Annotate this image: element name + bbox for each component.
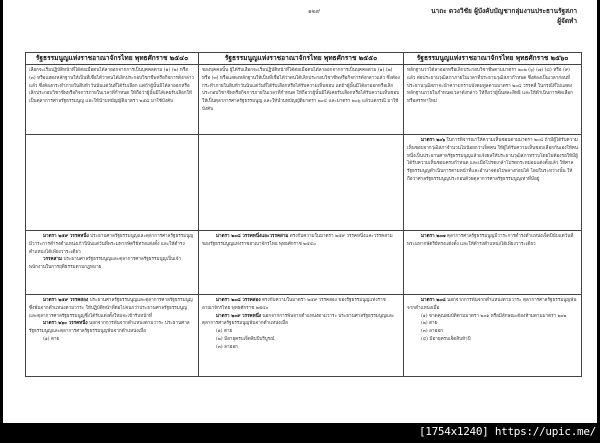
paragraph bbox=[29, 233, 195, 256]
section-label: มาตรา ๒๐๘ วรรคสอง bbox=[216, 298, 261, 303]
table-cell bbox=[26, 231, 199, 295]
list-item: (๑) ขาดคุณสมบัติตามมาตรา ๒๐๑ หรือมีลักษณะต้องห้ามตามมาตรา ๒๐๒ bbox=[421, 313, 567, 319]
table-cell bbox=[199, 295, 404, 377]
table-cell bbox=[199, 65, 404, 135]
column-header-2560: รัฐธรรมนูญแห่งราชอาณาจักรไทย พุทธศักราช ๒๕๖๐ bbox=[404, 53, 582, 65]
section-label: มาตรา ๒๐๙ วรรคหนึ่ง bbox=[216, 313, 262, 319]
paragraph-text: ในการพิจารณาให้ความเห็นชอบตามมาตรา ๒๐๔ ถ้ามีผู้ได้รับความเห็นชอบจากวุฒิสภาจำนวนไม่น้อยกว่าเจ็ดคน ให้ผู้ได้รับความเห็นชอบเลือกกันเองให้คนหนึ่งเป็นประธานศาลรัฐธรรมนูญแล้วแจ้งผลให้ประธานวุฒิสภาทราบโดยไม่ต้องรอให้มีผู้ได้รับความเห็นชอบครบกำหนด และเมื่อโปรดเกล้าโปรดกระหม่อมแต่งตั้งแล้ว ให้ศาลรัฐธรรมนูญดำเนินการตามหน้าที่และอำนาจต่อไปพลางก่อนได้ โดยในระหว่างนั้น ให้ถือว่าศาลรัฐธรรมนูญประกอบด้วยตุลาการศาลรัฐธรรมนูญเท่าที่มีอยู่ bbox=[407, 138, 578, 182]
section-label: มาตรา ๒๕๙ วรรคหนึ่ง bbox=[43, 234, 89, 239]
table-row bbox=[26, 135, 582, 231]
paragraph-text: นอกจากการพ้นจากตำแหน่งตามวาระ ประธานศาลรัฐธรรมนูญและตุลาการศาลรัฐธรรมนูญพ้นจากตำแหน่งเมื่อ bbox=[202, 313, 395, 327]
paragraph-text: ตรงกับความในมาตรา ๒๕๙ วรรคสอง ของรัฐธรรมนูญแห่งราชอาณาจักรไทย พุทธศักราช ๒๕๔๐ bbox=[202, 298, 386, 311]
section-label: มาตรา ๒๐๗ bbox=[421, 234, 446, 239]
paragraph-text: ตุลาการศาลรัฐธรรมนูญมีวาระการดำรงตำแหน่งเจ็ดปีนับแต่วันที่พระมหากษัตริย์ทรงแต่งตั้ง และให้ดำรงตำแหน่งได้เพียงวาระเดียว bbox=[407, 234, 574, 247]
table-row bbox=[26, 65, 582, 135]
paragraph-text: หลักฐานว่าได้ลาออกหรือเลิกประกอบวิชาชีพตามมาตรา ๒๐๒ (๖) (๗) (๘) หรือ (๙) แล้ว ต่อประธานวุฒิสภาภายในเวลาที่ประธานวุฒิสภากำหนด ซึ่งต้องเป็นเวลาก่อนที่ประธานวุฒิสภาจะนำความกราบบังคมทูลตามมาตรา ๒๐๔ วรรคสี่ ในกรณีที่ไม่แสดงหลักฐานภายในกำหนดเวลาดังกล่าว ให้ถือว่าผู้นั้นสละสิทธิ และให้ดำเนินการคัดเลือกหรือสรรหาใหม่ bbox=[407, 68, 573, 105]
paragraph bbox=[407, 297, 578, 313]
paragraph-text: นอกจากการพ้นจากตำแหน่งตามวาระ ประธานศาลรัฐธรรมนูญและตุลาการศาลรัฐธรรมนูญพ้นจากตำแหน่งเมื่อ bbox=[29, 321, 190, 335]
paragraph-text: เลือกจะเริ่มปฏิบัติหน้าที่ได้ต่อเมื่อตนได้ลาออกจากการเป็นบุคคลตาม (๑) (๒) หรือ (๓) หรือแสดงหลักฐานให้เป็นที่เชื่อได้ว่าตนได้เลิกประกอบวิชาชีพหรือกิจการดังกล่าวแล้ว ซึ่งต้องกระทำภายในสิบห้าวันนับแต่วันที่ได้รับเลือก แต่ถ้าผู้นั้นมิได้ลาออกหรือเลิกประกอบวิชาชีพหรือกิจการภายในเวลาที่กำหนด ให้ถือว่าผู้นั้นมิได้เคยรับเลือกให้เป็นตุลาการศาลรัฐธรรมนูญ และให้นำบทบัญญัติมาตรา ๒๕๘ มาใช้บังคับ bbox=[29, 68, 194, 105]
column-header-2550: รัฐธรรมนูญแห่งราชอาณาจักรไทย พุทธศักราช ๒๕๕๐ bbox=[199, 53, 404, 65]
table-cell bbox=[26, 295, 199, 377]
author-role: ผู้จัดทำ bbox=[557, 17, 577, 25]
paragraph-text: ตรงกับความในมาตรา ๒๕๙ วรรคหนึ่งและวรรคสาม ของรัฐธรรมนูญแห่งราชอาณาจักรไทย พุทธศักราช ๒๕๔๐ bbox=[202, 234, 393, 247]
paragraph bbox=[29, 67, 195, 106]
table-cell bbox=[404, 135, 582, 231]
section-label: มาตรา ๒๐๖ bbox=[421, 138, 445, 143]
list-item: (๓) ลาออก bbox=[421, 329, 443, 335]
paragraph bbox=[407, 137, 578, 184]
paragraph-text: นอกจากการพ้นจากตำแหน่งตามวาระ ตุลาการศาลรัฐธรรมนูญพ้นจากตำแหน่งเมื่อ bbox=[407, 298, 577, 311]
paragraph bbox=[29, 297, 195, 320]
list-item: (๓) ลาออก bbox=[216, 344, 238, 350]
list-item: (๒) ตาย bbox=[421, 321, 438, 327]
table-cell bbox=[404, 65, 582, 135]
document-page bbox=[3, 0, 597, 423]
section-label: มาตรา ๒๕๙ วรรคสอง bbox=[43, 298, 89, 303]
section-label: มาตรา ๒๐๘ bbox=[421, 298, 446, 303]
paragraph-text: ประธานศาลรัฐธรรมนูญและตุลาการศาลรัฐธรรมนูญมีวาระการดำรงตำแหน่งเก้าปีนับแต่วันที่พระมหากษัตริย์ทรงแต่งตั้ง และให้ดำรงตำแหน่งได้เพียงวาระเดียว bbox=[29, 234, 194, 255]
paragraph bbox=[202, 297, 400, 313]
list-item: (๒) มีอายุครบเจ็ดสิบปีบริบูรณ์ bbox=[216, 336, 275, 342]
paragraph bbox=[202, 313, 400, 329]
paragraph bbox=[407, 67, 578, 106]
paragraph-text: ประธานศาลรัฐธรรมนูญและตุลาการศาลรัฐธรรมนูญซึ่งพ้นจากตำแหน่งตามวาระ ให้ปฏิบัติหน้าที่ต่อไปจนกว่าประธานศาลรัฐธรรมนูญและตุลาการศาลรัฐธรรมนูญซึ่งได้รับแต่งตั้งใหม่จะเข้ารับหน้าที่ bbox=[29, 298, 193, 319]
section-label: มาตรา ๒๖๐ วรรคหนึ่ง bbox=[43, 321, 88, 327]
paragraph bbox=[407, 233, 578, 249]
paragraph bbox=[202, 233, 400, 249]
section-label: มาตรา ๒๐๘ วรรคหนึ่งและวรรคสาม bbox=[216, 234, 289, 239]
table-cell bbox=[199, 231, 404, 295]
paragraph bbox=[29, 320, 195, 336]
table-cell bbox=[26, 65, 199, 135]
list-item: (๔) มีอายุครบเจ็ดสิบห้าปี bbox=[421, 336, 471, 342]
list-item: (๑) ตาย bbox=[43, 336, 60, 342]
section-label: วรรคสาม bbox=[43, 257, 62, 263]
paragraph bbox=[202, 67, 400, 114]
comparison-table bbox=[25, 52, 582, 377]
author-block bbox=[431, 6, 577, 26]
paragraph bbox=[29, 256, 195, 272]
table-cell bbox=[199, 135, 404, 231]
paragraph-text: ประธานศาลรัฐธรรมนูญและตุลาการศาลรัฐธรรมนูญเป็นเจ้าพนักงานในการยุติธรรมตามกฎหมาย bbox=[29, 257, 182, 271]
table-row bbox=[26, 231, 582, 295]
table-header-row bbox=[26, 53, 582, 65]
paragraph-text: ของบุคคลนั้น ผู้ได้รับเลือกจะเริ่มปฏิบัติหน้าที่ได้ต่อเมื่อตนได้ลาออกจากการเป็นบุคคลตาม (๑) (๒) หรือ (๓) หรือแสดงหลักฐานให้เป็นที่เชื่อได้ว่าตนได้เลิกประกอบวิชาชีพหรือกิจการดังกล่าวแล้ว ซึ่งต้องกระทำภายในสิบห้าวันนับแต่วันที่ได้รับเลือกหรือได้รับความเห็นชอบ แต่ถ้าผู้นั้นมิได้ลาออกหรือเลิกประกอบวิชาชีพหรือกิจการภายในเวลาที่กำหนด ให้ถือว่าผู้นั้นมิได้เคยรับเลือกหรือได้รับความเห็นชอบให้เป็นตุลาการศาลรัฐธรรมนูญ และให้นำบทบัญญัติมาตรา ๒๐๔ และมาตรา ๒๐๖ แล้วแต่กรณี มาใช้บังคับ bbox=[202, 68, 400, 112]
watermark: [1754x1240] https://upic.me/ bbox=[418, 425, 596, 438]
table-cell bbox=[404, 231, 582, 295]
column-header-2540: รัฐธรรมนูญแห่งราชอาณาจักรไทย พุทธศักราช ๒๕๔๐ bbox=[26, 53, 199, 65]
table-row bbox=[26, 295, 582, 377]
table-cell bbox=[404, 295, 582, 377]
page-number: ๑๒๙ bbox=[308, 8, 321, 15]
list-item: (๑) ตาย bbox=[216, 329, 233, 335]
author-line: นาถะ ดวงวิชัย ผู้บังคับบัญชากลุ่มงานประธานรัฐสภา bbox=[431, 7, 577, 15]
table-cell bbox=[26, 135, 199, 231]
